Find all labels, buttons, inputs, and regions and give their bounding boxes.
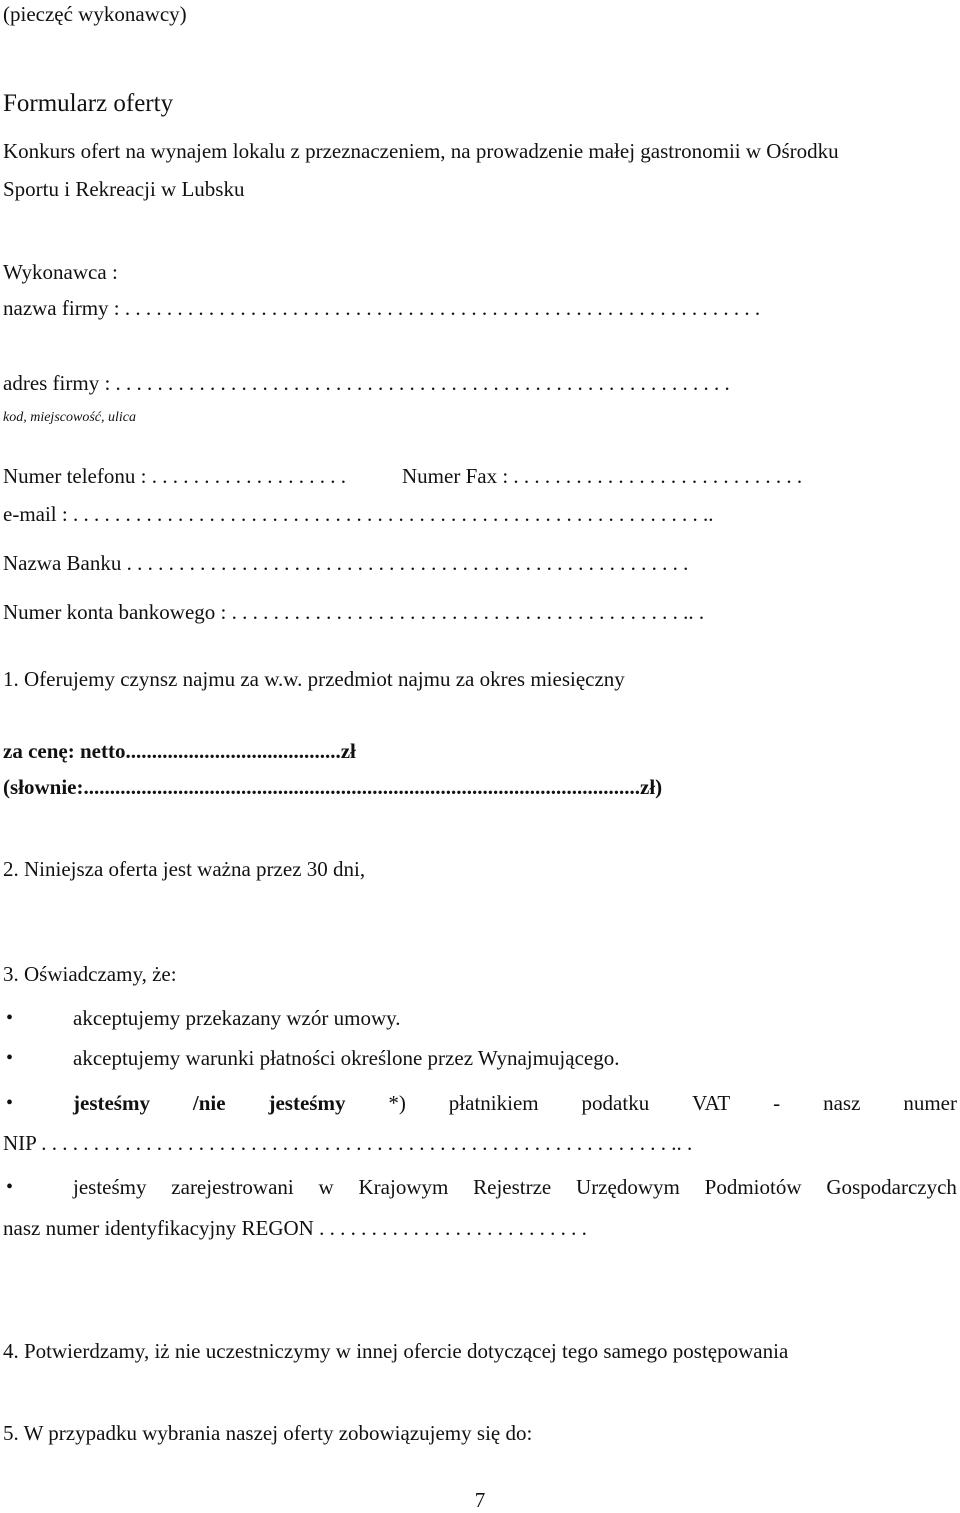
regon-field: nasz numer identyfikacyjny REGON . . . . . . . . . . . . . . . . . . . . . . . . . .: [3, 1216, 587, 1240]
contractor-heading: Wykonawca :: [3, 260, 118, 284]
vat-word: podatku: [581, 1091, 650, 1115]
declaration-contract: akceptujemy przekazany wzór umowy.: [73, 1006, 401, 1030]
nip-field: NIP . . . . . . . . . . . . . . . . . . . . . . . . . . . . . . . . . . . . . . . . . . . . . . . . . . . . . . . . . . . . .. .: [3, 1131, 693, 1155]
vat-word: VAT: [692, 1091, 731, 1115]
vat-word: numer: [903, 1091, 957, 1115]
form-title: Formularz oferty: [3, 90, 174, 117]
company-name-field: nazwa firmy : . . . . . . . . . . . . . . . . . . . . . . . . . . . . . . . . . . . . . . . . . . . . . . . . . . . . . . . . . . . . .: [3, 296, 761, 320]
registry-word: Podmiotów: [704, 1175, 802, 1199]
item-1-rent-offer: 1. Oferujemy czynsz najmu za w.w. przedmiot najmu za okres miesięczny: [3, 667, 625, 691]
price-words-field: (słownie:..........................................................................................................zł): [3, 775, 663, 799]
company-stamp-label: (pieczęć wykonawcy): [3, 2, 187, 26]
bullet-icon: •: [6, 1176, 14, 1198]
vat-word: *): [388, 1091, 406, 1115]
bullet-icon: •: [6, 1007, 14, 1029]
vat-word: jesteśmy: [73, 1091, 150, 1115]
declaration-payment: akceptujemy warunki płatności określone przez Wynajmującego.: [73, 1046, 620, 1070]
registry-word: Krajowym: [358, 1175, 449, 1199]
phone-field: Numer telefonu : . . . . . . . . . . . . . . . . . . .: [3, 464, 346, 488]
form-subtitle-line2: Sportu i Rekreacji w Lubsku: [3, 177, 245, 201]
declaration-vat: [73, 1091, 957, 1115]
bank-name-field: Nazwa Banku . . . . . . . . . . . . . . . . . . . . . . . . . . . . . . . . . . . . . . . . . . . . . . . . . . . . . .: [3, 551, 689, 575]
page-number: 7: [474, 1488, 486, 1512]
item-3-declarations: 3. Oświadczamy, że:: [3, 962, 177, 986]
vat-word: płatnikiem: [448, 1091, 539, 1115]
price-net-field: za cenę: netto.........................................zł: [3, 739, 356, 763]
bullet-icon: •: [6, 1047, 14, 1069]
email-field: e-mail : . . . . . . . . . . . . . . . . . . . . . . . . . . . . . . . . . . . . . . . . . . . . . . . . . . . . . . . . . . . . ..: [3, 502, 714, 526]
registry-word: w: [318, 1175, 334, 1199]
bank-account-field: Numer konta bankowego : . . . . . . . . . . . . . . . . . . . . . . . . . . . . . . . . . . . . . . . . . . . .. .: [3, 600, 705, 624]
fax-field: Numer Fax : . . . . . . . . . . . . . . . . . . . . . . . . . . . .: [402, 464, 803, 488]
declaration-registry: [73, 1175, 957, 1199]
form-subtitle-line1: Konkurs ofert na wynajem lokalu z przeznaczeniem, na prowadzenie małej gastronomii w Ośrodku: [3, 139, 839, 163]
registry-word: Gospodarczych: [826, 1175, 957, 1199]
registry-word: Urzędowym: [576, 1175, 680, 1199]
item-4-confirmation: 4. Potwierdzamy, iż nie uczestniczymy w innej ofercie dotyczącej tego samego postępowania: [3, 1339, 789, 1363]
vat-word: jesteśmy: [268, 1091, 346, 1115]
registry-word: jesteśmy: [73, 1175, 147, 1199]
registry-word: Rejestrze: [473, 1175, 552, 1199]
registry-word: zarejestrowani: [171, 1175, 294, 1199]
item-2-validity: 2. Niniejsza oferta jest ważna przez 30 dni,: [3, 857, 366, 881]
bullet-icon: •: [6, 1092, 14, 1114]
company-address-field: adres firmy : . . . . . . . . . . . . . . . . . . . . . . . . . . . . . . . . . . . . . . . . . . . . . . . . . . . . . . . . . . .: [3, 371, 730, 395]
vat-word: nasz: [823, 1091, 861, 1115]
address-hint: kod, miejscowość, ulica: [3, 410, 136, 425]
vat-word: -: [773, 1091, 781, 1115]
item-5-obligations: 5. W przypadku wybrania naszej oferty zobowiązujemy się do:: [3, 1421, 533, 1445]
vat-word: /nie: [192, 1091, 226, 1115]
